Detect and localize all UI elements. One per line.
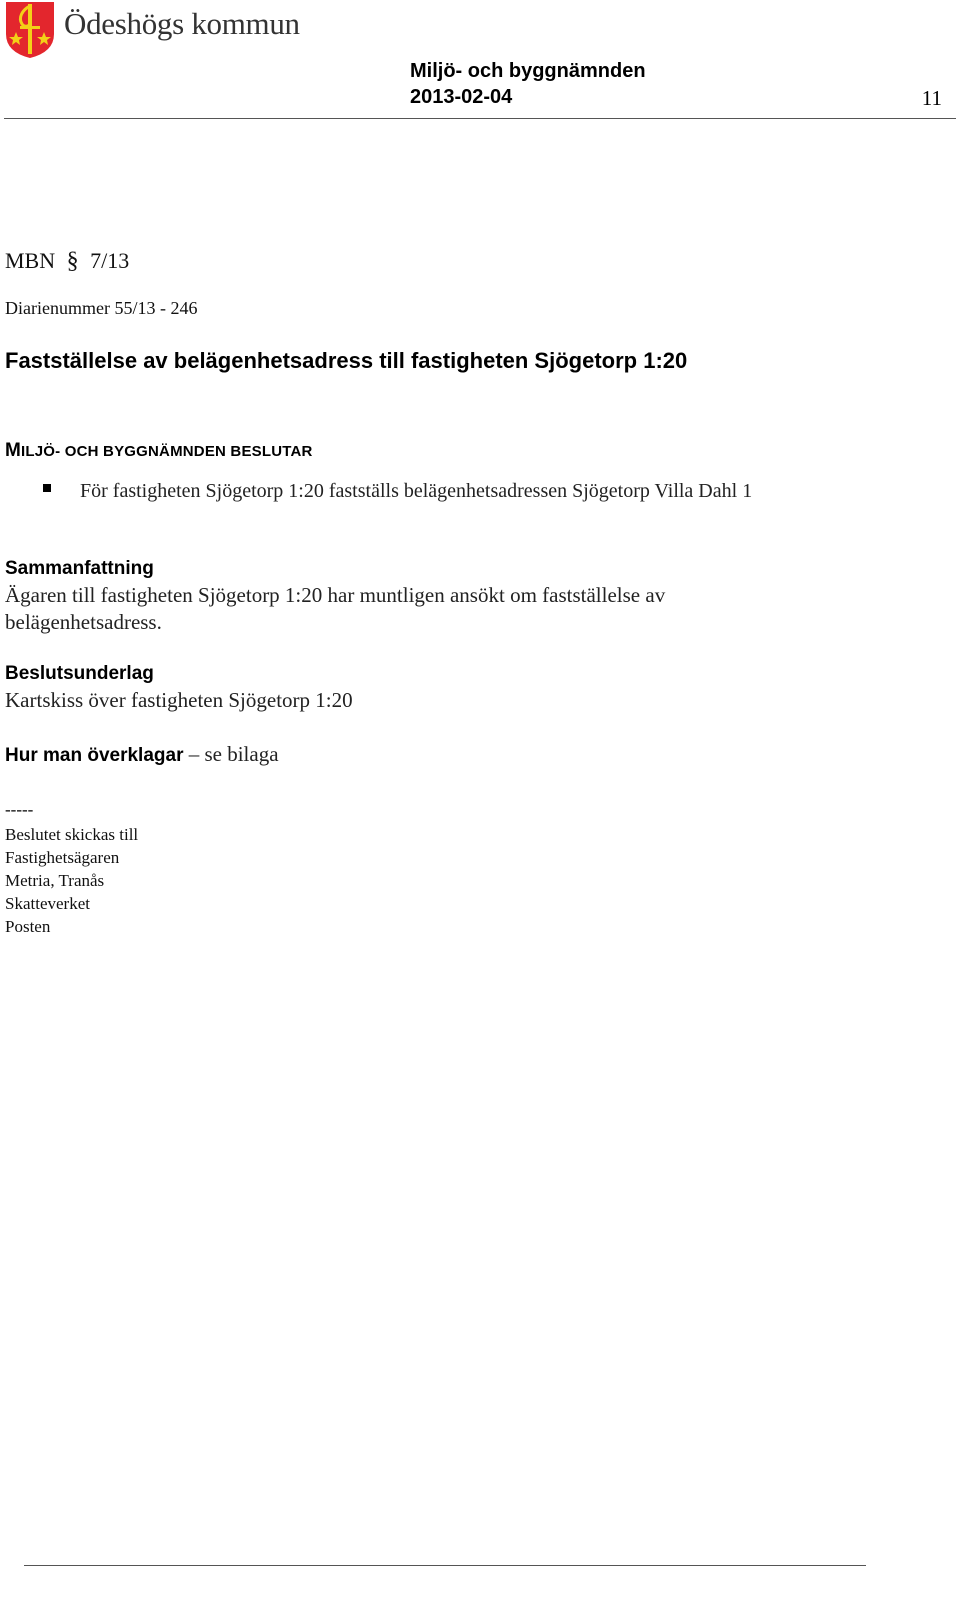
decision-heading [5, 440, 313, 462]
appeal-text: – se bilaga [183, 742, 279, 766]
basis-heading: Beslutsunderlag [5, 663, 154, 684]
summary-heading: Sammanfattning [5, 558, 154, 579]
summary-text: Ägaren till fastigheten Sjögetorp 1:20 har muntligen ansökt om fastställelse av belägenhetsadress. [5, 583, 666, 634]
footer-divider [24, 1565, 866, 1566]
recipient-item: Fastighetsägaren [5, 848, 120, 867]
board-name: Miljö- och byggnämnden [410, 60, 646, 82]
recipient-item: Metria, Tranås [5, 871, 105, 890]
decision-heading-initial: M [5, 440, 22, 461]
bullet-marker [43, 484, 51, 492]
org-name: Ödeshögs kommun [64, 6, 300, 41]
paragraph-reference [5, 248, 129, 275]
recipient-item: Posten [5, 917, 51, 936]
coat-of-arms-icon [4, 0, 56, 60]
decision-item: För fastigheten Sjögetorp 1:20 fastställs belägenhetsadressen Sjögetorp Villa Dahl 1 [80, 480, 753, 502]
header-divider [4, 118, 956, 119]
decision-heading-rest: ILJÖ- OCH BYGGNÄMNDEN BESLUTAR [21, 443, 313, 460]
appeal-label: Hur man överklagar [5, 745, 184, 766]
document-title: Fastställelse av belägenhetsadress till fastigheten Sjögetorp 1:20 [5, 348, 688, 373]
appeal-info [5, 742, 279, 767]
ref-prefix: MBN [5, 248, 56, 273]
recipients-heading: Beslutet skickas till [5, 825, 139, 844]
page-number: 11 [921, 86, 942, 110]
municipality-logo [4, 0, 324, 60]
separator: ----- [5, 800, 34, 819]
meeting-date: 2013-02-04 [410, 86, 513, 108]
recipients-list [5, 823, 138, 938]
ref-number: 7/13 [90, 248, 130, 273]
recipient-item: Skatteverket [5, 894, 90, 913]
basis-text: Kartskiss över fastigheten Sjögetorp 1:20 [5, 688, 353, 712]
section-symbol: § [66, 248, 79, 274]
case-number: Diarienummer 55/13 - 246 [5, 298, 198, 318]
